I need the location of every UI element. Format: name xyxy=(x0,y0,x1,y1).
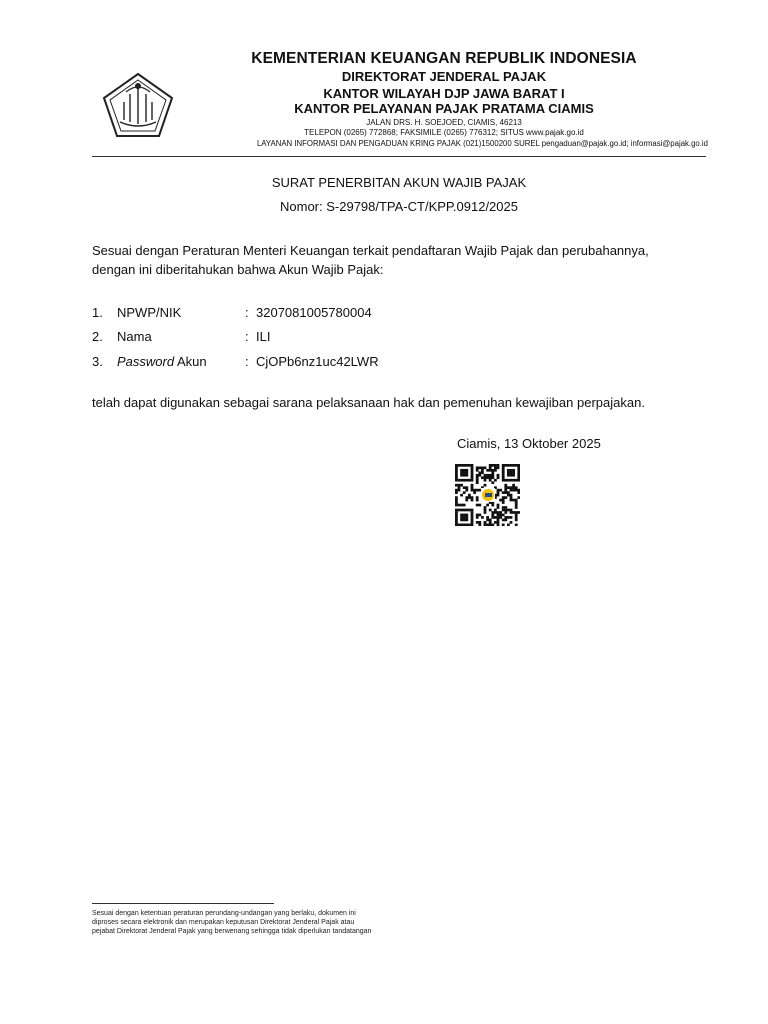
intro-line-1: Sesuai dengan Peraturan Menteri Keuangan terkait pendaftaran Wajib Pajak dan perubahannya, xyxy=(92,243,649,258)
item-value: ILI xyxy=(256,329,271,344)
item-value: 3207081005780004 xyxy=(256,305,372,320)
item-label-rest: Akun xyxy=(174,354,207,369)
item-label-italic: Password xyxy=(117,354,175,369)
item-separator: : xyxy=(245,354,249,369)
tax-office-name: KANTOR PELAYANAN PAJAK PRATAMA CIAMIS xyxy=(294,101,594,116)
footnote-line-3: pejabat Direktorat Jenderal Pajak yang berwenang sehingga tidak diperlukan tandatangan xyxy=(92,928,372,935)
account-item-npwp xyxy=(92,305,592,323)
office-contact: TELEPON (0265) 772868; FAKSIMILE (0265) 776312; SITUS www.pajak.go.id xyxy=(304,128,584,137)
letterhead-divider xyxy=(92,156,706,157)
item-label: NPWP/NIK xyxy=(117,305,182,320)
letter-number: Nomor: S-29798/TPA-CT/KPP.0912/2025 xyxy=(280,199,518,214)
account-item-password xyxy=(92,354,592,372)
account-item-name xyxy=(92,329,592,347)
item-number: 3. xyxy=(92,354,103,369)
regional-office-name: KANTOR WILAYAH DJP JAWA BARAT I xyxy=(323,86,565,101)
item-number: 1. xyxy=(92,305,103,320)
service-info: LAYANAN INFORMASI DAN PENGADUAN KRING PAJAK (021)1500200 SUREL pengaduan@pajak.go.id; informasi@pajak.go.id xyxy=(256,139,708,148)
footnote-line-2: diproses secara elektronik dan merupakan keputusan Direktorat Jenderal Pajak atau xyxy=(92,919,355,926)
qr-code-icon xyxy=(455,464,520,526)
item-separator: : xyxy=(245,305,249,320)
ministry-name: KEMENTERIAN KEUANGAN REPUBLIK INDONESIA xyxy=(251,50,637,67)
intro-line-2: dengan ini diberitahukan bahwa Akun Wajib Pajak: xyxy=(92,262,384,277)
place-date: Ciamis, 13 Oktober 2025 xyxy=(457,436,601,451)
footnote-divider xyxy=(92,903,274,904)
letter-title: SURAT PENERBITAN AKUN WAJIB PAJAK xyxy=(271,175,527,190)
item-label: Nama xyxy=(117,329,152,344)
item-label xyxy=(117,354,207,369)
ministry-emblem-icon xyxy=(102,72,174,138)
item-value: CjOPb6nz1uc42LWR xyxy=(256,354,379,369)
item-separator: : xyxy=(245,329,249,344)
item-number: 2. xyxy=(92,329,103,344)
closing-sentence: telah dapat digunakan sebagai sarana pelaksanaan hak dan pemenuhan kewajiban perpajakan. xyxy=(92,395,645,410)
directorate-name: DIREKTORAT JENDERAL PAJAK xyxy=(341,69,547,84)
office-address: JALAN DRS. H. SOEJOED, CIAMIS, 46213 xyxy=(366,118,522,127)
footnote-line-1: Sesuai dengan ketentuan peraturan perundang-undangan yang berlaku, dokumen ini xyxy=(92,910,356,917)
